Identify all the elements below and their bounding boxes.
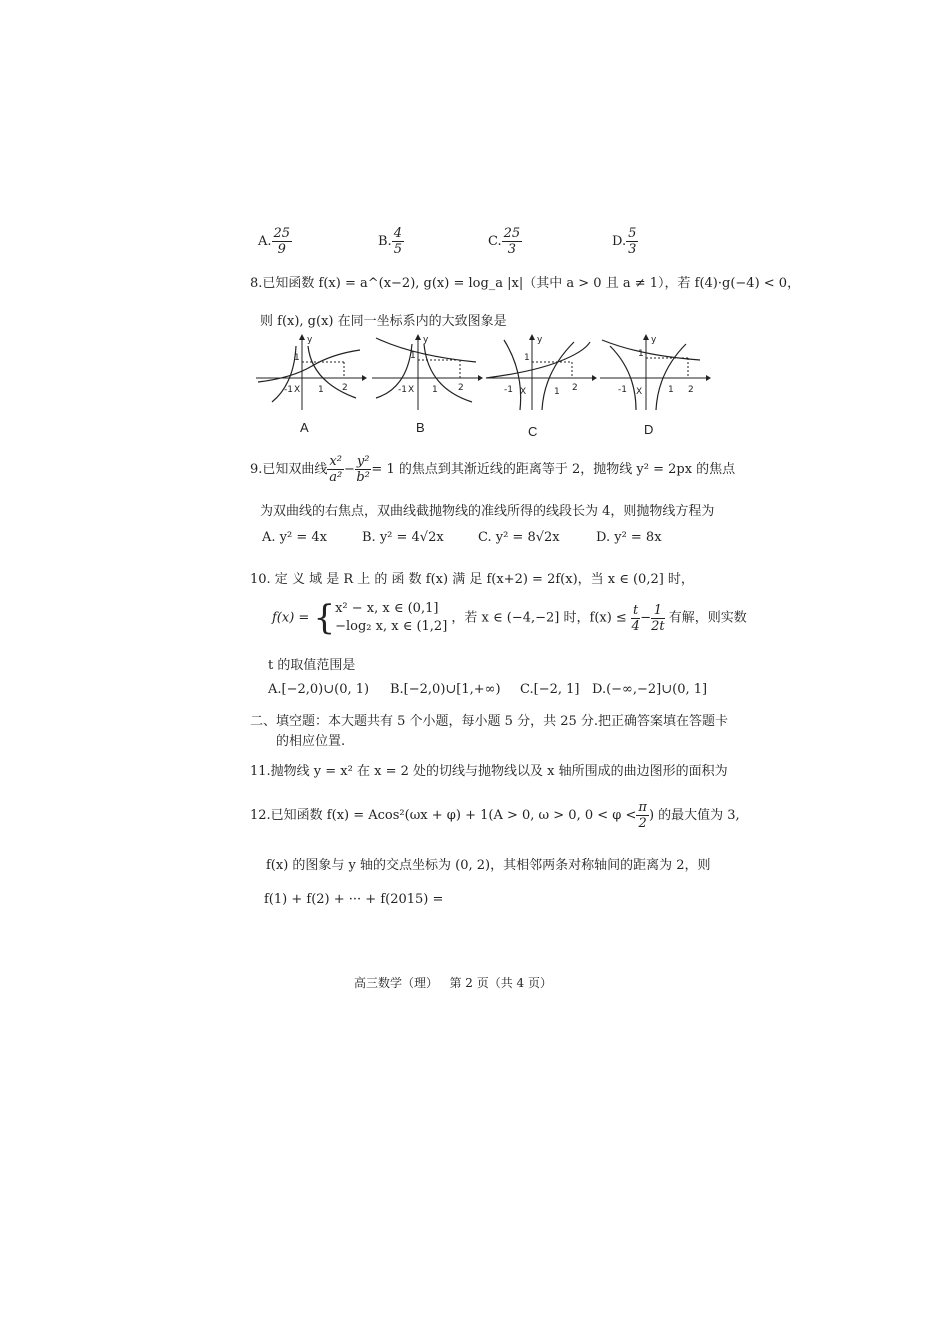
graph-b-label: B — [416, 420, 425, 435]
tick-label: -1 — [504, 385, 513, 395]
axis-x-label: X — [294, 385, 301, 395]
tick-label: 1 — [668, 385, 674, 395]
q7-option-c — [488, 226, 522, 257]
axis-y-label: y — [423, 335, 429, 345]
q10-frac-1-2t — [651, 603, 665, 634]
q12-prefix: 12.已知函数 f(x) = Acos²(ωx + φ) + 1(A > 0, ω > 0, 0 < φ < — [250, 808, 637, 823]
option-letter: A. — [258, 234, 272, 249]
denominator: 3 — [628, 242, 637, 257]
graph-c-label: C — [528, 424, 538, 439]
page-footer: 高三数学（理） 第 2 页（共 4 页） — [354, 976, 552, 990]
section2-line1: 二、填空题：本大题共有 5 个小题，每小题 5 分，共 25 分.把正确答案填在答题卡 — [250, 714, 729, 729]
graph-d-plot — [596, 332, 711, 412]
graph-c-plot — [482, 332, 597, 412]
denominator: 4 — [631, 618, 640, 634]
q9-line1 — [250, 454, 735, 485]
q7-options — [258, 224, 678, 264]
graph-c — [482, 332, 597, 412]
piece-row: −log₂ x, x ∈ (1,2] — [335, 619, 448, 634]
graph-a — [252, 332, 367, 412]
option-letter: B. — [378, 234, 392, 249]
q8-line1: 8.已知函数 f(x) = a^(x−2), g(x) = log_a |x|（其中 a > 0 且 a ≠ 1），若 f(4)·g(−4) < 0， — [250, 276, 801, 291]
q9-option-d: D. y² = 8x — [596, 530, 662, 545]
axis-y-label: y — [307, 335, 313, 345]
tick-label: 1 — [318, 385, 324, 395]
minus-sign: − — [640, 610, 652, 626]
piecewise-rows — [335, 600, 447, 636]
q9-frac-x — [327, 454, 344, 485]
denominator: 5 — [393, 242, 402, 257]
q7-option-a — [258, 226, 292, 257]
denominator: 2t — [651, 618, 665, 634]
option-letter: D. — [612, 234, 627, 249]
tick-label: 2 — [688, 385, 694, 395]
q9-option-c: C. y² = 8√2x — [478, 530, 560, 545]
numerator: π — [638, 800, 647, 815]
q11-text: 11.抛物线 y = x² 在 x = 2 处的切线与抛物线以及 x 轴所围成的曲边图形的面积为 — [250, 764, 728, 779]
tick-label: 2 — [342, 383, 348, 393]
numerator: 4 — [393, 226, 402, 241]
tick-label: 1 — [410, 351, 416, 361]
denominator: 3 — [507, 242, 517, 257]
graph-b-plot — [368, 332, 483, 412]
denominator: 2 — [638, 816, 647, 831]
tick-label: 1 — [524, 353, 530, 363]
q9-frac-y — [355, 454, 372, 485]
q10-option-d: D.(−∞,−2]∪(0, 1] — [592, 682, 708, 697]
tick-label: -1 — [618, 385, 627, 395]
tick-label: 1 — [432, 385, 438, 395]
tick-label: 2 — [572, 383, 578, 393]
option-fraction — [272, 226, 293, 257]
numerator: 1 — [651, 603, 665, 619]
numerator: 5 — [628, 226, 637, 241]
q7-option-b — [378, 226, 404, 257]
fx-label: f(x) = — [272, 610, 310, 626]
q12-line2: f(x) 的图象与 y 轴的交点坐标为 (0, 2)，其相邻两条对称轴间的距离为 2，则 — [266, 858, 711, 873]
option-fraction — [502, 226, 523, 257]
q9-line2: 为双曲线的右焦点，双曲线截抛物线的准线所得的线段长为 4，则抛物线方程为 — [260, 504, 715, 519]
axis-x-label: X — [636, 387, 643, 397]
q9-prefix: 9.已知双曲线 — [250, 462, 328, 477]
q12-line3: f(1) + f(2) + ··· + f(2015) = — [264, 892, 444, 907]
q10-option-a: A.[−2,0)∪(0, 1) — [268, 682, 370, 697]
denominator: b² — [356, 470, 370, 485]
tick-label: 1 — [294, 353, 300, 363]
q10-frac-t4 — [631, 603, 640, 634]
q12-frac-pi2 — [636, 800, 649, 831]
option-letter: C. — [488, 234, 502, 249]
numerator: y² — [356, 454, 370, 469]
axis-y-label: y — [651, 335, 657, 345]
tick-label: -1 — [284, 385, 293, 395]
axis-y-label: y — [537, 335, 543, 345]
q10-piecewise-line — [272, 600, 747, 636]
numerator: t — [632, 602, 639, 618]
graph-a-label: A — [300, 420, 309, 435]
q7-option-d — [612, 226, 638, 257]
q12-suffix: ) 的最大值为 3, — [648, 808, 740, 823]
q10-tail: 有解，则实数 — [668, 610, 747, 626]
numerator: x² — [329, 454, 342, 469]
axis-x-label: X — [520, 387, 527, 397]
q10-option-c: C.[−2, 1] — [520, 682, 580, 697]
piece-row: x² − x, x ∈ (0,1] — [335, 601, 439, 616]
numerator: 25 — [273, 226, 291, 241]
minus-sign: − — [343, 462, 355, 477]
q9-option-b: B. y² = 4√2x — [362, 530, 444, 545]
q10-line3: t 的取值范围是 — [268, 658, 356, 673]
option-fraction — [626, 226, 638, 257]
q8-line2: 则 f(x), g(x) 在同一坐标系内的大致图象是 — [260, 314, 507, 329]
section2-line2: 的相应位置. — [276, 734, 346, 749]
graph-a-plot — [252, 332, 367, 412]
q10-condition: ，若 x ∈ (−4,−2] 时，f(x) ≤ — [451, 610, 627, 626]
left-brace: { — [313, 598, 336, 638]
q9-option-a: A. y² = 4x — [262, 530, 327, 545]
numerator: 25 — [503, 226, 521, 241]
axis-x-label: X — [408, 385, 415, 395]
denominator: 9 — [277, 242, 286, 257]
graph-d — [596, 332, 711, 412]
graph-b — [368, 332, 483, 412]
tick-label: 1 — [554, 387, 560, 397]
option-fraction — [392, 226, 404, 257]
tick-label: 1 — [638, 349, 644, 359]
graph-d-label: D — [644, 422, 654, 437]
denominator: a² — [329, 470, 343, 485]
q9-suffix: = 1 的焦点到其渐近线的距离等于 2，抛物线 y² = 2px 的焦点 — [371, 462, 736, 477]
q10-option-b: B.[−2,0)∪[1,+∞) — [390, 682, 501, 697]
q10-line1: 10. 定 义 域 是 R 上 的 函 数 f(x) 满 足 f(x+2) = 2f(x)，当 x ∈ (0,2] 时， — [250, 572, 694, 587]
tick-label: -1 — [398, 385, 407, 395]
q12-line1 — [250, 800, 740, 831]
tick-label: 2 — [458, 383, 464, 393]
